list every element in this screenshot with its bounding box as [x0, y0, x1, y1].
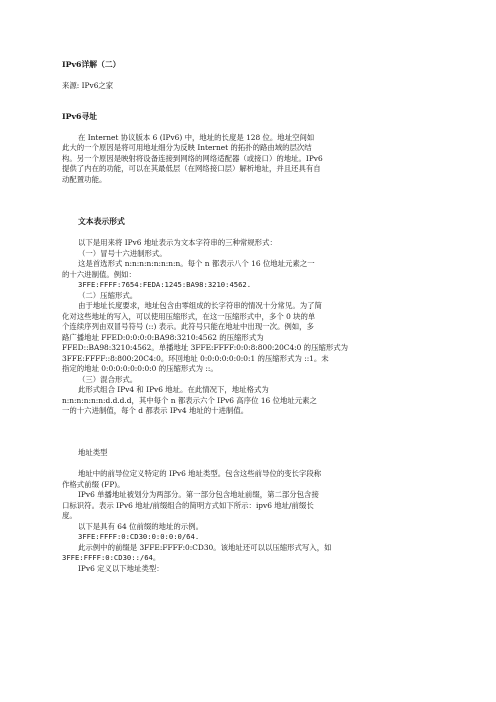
paragraph-line: 个连续序列由双冒号符号 (::) 表示。此符号只能在地址中出现一次。例如，多	[62, 322, 314, 331]
paragraph-line: （一）冒号十六进制形式。	[78, 249, 167, 258]
paragraph-line: 构。另一个原因是映射将设备连接到网络的网络适配器（或接口）的地址。IPv6	[62, 154, 323, 163]
paragraph-line: 路广播地址 FFED:0:0:0:0:BA98:3210:4562 的压缩形式为	[62, 333, 264, 342]
section-heading-address-types: 地址类型	[78, 448, 108, 457]
paragraph-line: 3FFE:FFFF::8:800:20C4:0。环回地址 0:0:0:0:0:0:0:1 的压缩形式为 ::1。未	[62, 354, 329, 363]
paragraph-line: 度。	[62, 511, 77, 520]
paragraph-line: 此大的一个原因是将可用地址细分为反映 Internet 的拓扑的路由域的层次结	[62, 143, 312, 152]
paragraph-line: 3FFE:FFFF:0:CD30::/64。	[62, 553, 161, 562]
paragraph-line: 一的十六进制值，每个 d 都表示 IPv4 地址的十进制值。	[62, 406, 249, 415]
paragraph-line: （三）混合形式。	[78, 375, 138, 384]
paragraph-line: 以下是具有 64 位前缀的地址的示例。	[78, 522, 203, 531]
paragraph-line: 3FFE:FFFF:0:CD30:0:0:0:0/64.	[78, 532, 200, 541]
paragraph-line: 作格式前缀 (FP)。	[62, 480, 125, 489]
paragraph-line: 地址中的前导位定义特定的 IPv6 地址类型。包含这些前导位的变长字段称	[78, 469, 322, 478]
paragraph-line: 在 Internet 协议版本 6 (IPv6) 中，地址的长度是 128 位。地址空间如	[78, 133, 315, 142]
paragraph-line: 提供了内在的功能，可以在其最低层（在网络接口层）解析地址，并且还具有自	[62, 164, 321, 173]
paragraph-line: IPv6 单播地址被划分为两部分。第一部分包含地址前缀，第二部分包含接	[78, 490, 319, 499]
paragraph-line: （二）压缩形式。	[78, 291, 138, 300]
paragraph-line: 的十六进制值。例如：	[62, 270, 136, 279]
paragraph-line: FFED::BA98:3210:4562。单播地址 3FFE:FFFF:0:0:8:800:20C4:0 的压缩形式为	[62, 343, 349, 352]
section-heading-text-representation: 文本表示形式	[78, 217, 125, 226]
paragraph-line: 口标识符。表示 IPv6 地址/前缀组合的简明方式如下所示：ipv6 地址/前缀长	[62, 501, 314, 510]
paragraph-line: 以下是用来将 IPv6 地址表示为文本字符串的三种常规形式：	[78, 238, 277, 247]
paragraph-line: n:n:n:n:n:n:d.d.d.d，其中每个 n 都表示六个 IPv6 高序位 16 位地址元素之	[62, 396, 317, 405]
source-line: 来源: IPv6之家	[62, 81, 114, 90]
paragraph-line: 指定的地址 0:0:0:0:0:0:0:0 的压缩形式为 ::。	[62, 364, 218, 373]
paragraph-line: IPv6 定义以下地址类型：	[78, 564, 164, 573]
paragraph-line: 此形式组合 IPv4 和 IPv6 地址。在此情况下，地址格式为	[78, 385, 269, 394]
paragraph-line: 此示例中的前缀是 3FFE:FFFF:0:CD30。该地址还可以以压缩形式写入，如	[78, 543, 332, 552]
paragraph-line: 由于地址长度要求，地址包含由零组成的长字符串的情况十分常见。为了简	[78, 301, 322, 310]
paragraph-line: 动配置功能。	[62, 175, 107, 184]
document-title: IPv6详解（二）	[62, 60, 121, 69]
paragraph-line: 这是首选形式 n:n:n:n:n:n:n:n。每个 n 都表示八个 16 位地址元素之一	[78, 259, 315, 268]
paragraph-line: 化对这些地址的写入，可以使用压缩形式，在这一压缩形式中，多个 0 块的单	[62, 312, 316, 321]
section-heading-addressing: IPv6寻址	[62, 112, 98, 121]
paragraph-line: 3FFE:FFFF:7654:FEDA:1245:BA98:3210:4562.	[78, 280, 252, 289]
